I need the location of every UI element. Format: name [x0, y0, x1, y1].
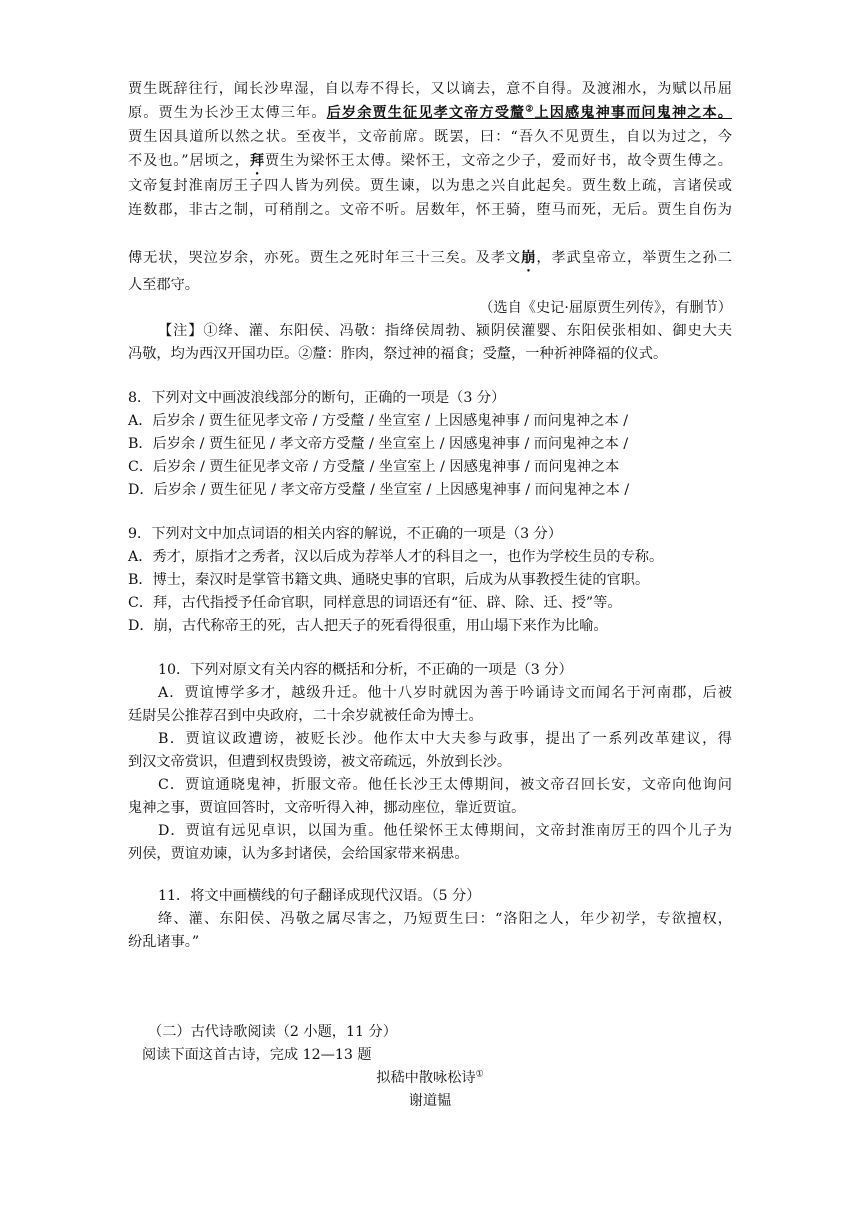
passage-line-1: 贾生既辞往行，闻长沙卑湿，自以寿不得长，又以谪去，意不自得。及渡湘水，为赋以吊屈 — [128, 81, 732, 97]
q10-option-c-line2: 鬼神之事，贾谊回答时，文帝听得入神，挪动座位，靠近贾谊。 — [128, 800, 526, 816]
passage-text: 傅无状，哭泣岁余，亦死。贾生之死时年三十三矣。及孝文 — [128, 250, 522, 266]
section-instruction: 阅读下面这首古诗，完成 12—13 题 — [142, 1047, 372, 1063]
q8-option-c: C．后岁余 / 贾生征见孝文帝 / 方受釐 / 坐宣室上 / 因感鬼神事 / 而问鬼神之本 — [128, 459, 620, 475]
section-heading: （二）古代诗歌阅读（2 小题，11 分） — [148, 1024, 397, 1040]
poem-title — [128, 1068, 732, 1088]
underlined-part-1: 后岁余贾生征见孝文帝方受釐 — [326, 105, 526, 121]
note-line-2: 冯敬，均为西汉开国功臣。②釐：胙肉，祭过神的福食；受釐，一种祈神降福的仪式。 — [128, 346, 668, 362]
q10-option-b-line1: B．贾谊议政遭谤，被贬长沙。他作太中大夫参与政事，提出了一系列改革建议，得 — [158, 731, 732, 747]
q8-option-b: B．后岁余 / 贾生征见 / 孝文帝方受釐 / 坐宣室上 / 因感鬼神事 / 而问鬼神之本 / — [128, 436, 629, 452]
q9-option-b: B．博士，秦汉时是掌管书籍文典、通晓史事的官职，后成为从事教授生徒的官职。 — [128, 572, 650, 588]
q11-text-line2: 纷乱诸事。” — [128, 934, 200, 950]
passage-text: 原。贾生为长沙王太傅三年。 — [128, 105, 327, 121]
passage-line-6: 连数郡，非古之制，可稍削之。文帝不听。居数年，怀王骑，堕马而死，无后。贾生自伤为 — [128, 202, 732, 218]
dotted-word-beng: 崩 — [521, 250, 537, 266]
passage-text: 不及也。”居顷之， — [128, 153, 250, 169]
note-line-1: 【注】①绛、灌、东阳侯、冯敬：指绛侯周勃、颍阴侯灌婴、东阳侯张相如、御史大夫 — [158, 323, 732, 339]
q11-text-line1: 绛、灌、东阳侯、冯敬之属尽害之，乃短贾生曰：“洛阳之人，年少初学，专欲擅权， — [158, 911, 732, 927]
passage-line-2 — [128, 103, 732, 123]
passage-text: ，孝武皇帝立，举贾生之孙二 — [536, 250, 732, 266]
source-citation: （选自《史记·屈原贾生列传》，有删节） — [479, 300, 732, 316]
dotted-word-bai: 拜 — [249, 153, 265, 169]
underlined-part-2: 上因感鬼神事而问鬼神之本。 — [534, 105, 732, 121]
q9-option-a: A．秀才，原指才之秀者，汉以后成为荐举人才的科目之一，也作为学校生员的专称。 — [128, 549, 664, 565]
q8-option-d: D．后岁余 / 贾生征见 / 孝文帝方受釐 / 坐宣室 / 上因感鬼神事 / 而问鬼神之本 / — [128, 482, 630, 498]
passage-line-9: 人至郡守。 — [128, 277, 199, 293]
q10-option-a-line2: 廷尉吴公推荐召到中央政府，二十余岁就被任命为博士。 — [128, 708, 483, 724]
q10-option-d-line2: 列侯，贾谊劝谏，认为多封诸侯，会给国家带来祸患。 — [128, 846, 469, 862]
underlined-sentence — [327, 105, 732, 121]
q10-option-c-line1: C．贾谊通晓鬼神，折服文帝。他任长沙王太傅期间，被文帝召回长安，文帝向他询问 — [158, 777, 732, 793]
q11-stem: 11．将文中画横线的句子翻译成现代汉语。（5 分） — [158, 888, 481, 904]
q10-option-a-line1: A．贾谊博学多才，越级升迁。他十八岁时就因为善于吟诵诗文而闻名于河南郡，后被 — [158, 685, 732, 701]
q10-option-b-line2: 到汉文帝赏识，但遭到权贵毁谤，被文帝疏远，外放到长沙。 — [128, 754, 512, 770]
passage-line-8 — [128, 248, 732, 275]
passage-line-5: 文帝复封淮南厉王子四人皆为列侯。贾生谏，以为患之兴自此起矣。贾生数上疏，言诸侯或 — [128, 178, 732, 194]
q8-stem: 8．下列对文中画波浪线部分的断句，正确的一项是（3 分） — [128, 390, 506, 406]
q9-option-d: D．崩，古代称帝王的死，古人把天子的死看得很重，用山塌下来作为比喻。 — [128, 618, 608, 634]
poem-author: 谢道韫 — [408, 1093, 452, 1109]
footnote-marker: ① — [475, 1069, 484, 1080]
q10-option-d-line1: D．贾谊有远见卓识，以国为重。他任梁怀王太傅期间，文帝封淮南厉王的四个儿子为 — [158, 823, 732, 839]
q9-stem: 9．下列对文中加点词语的相关内容的解说，不正确的一项是（3 分） — [128, 526, 563, 542]
passage-text: 贾生为梁怀王太傅。梁怀王，文帝之少子，爱而好书，故令贾生傅之。 — [264, 153, 732, 169]
poem-title-text: 拟嵇中散咏松诗 — [376, 1070, 476, 1086]
passage-line-4 — [128, 151, 732, 178]
footnote-marker: ② — [525, 104, 535, 115]
q9-option-c: C．拜，古代指授予任命官职，同样意思的词语还有“征、辟、除、迁、授”等。 — [128, 595, 622, 611]
q10-stem: 10．下列对原文有关内容的概括和分析，不正确的一项是（3 分） — [158, 662, 573, 678]
q8-option-a: A．后岁余 / 贾生征见孝文帝 / 方受釐 / 坐宣室 / 上因感鬼神事 / 而问鬼神之本 / — [128, 413, 628, 429]
passage-line-3: 贾生因具道所以然之状。至夜半，文帝前席。既罢，曰：“吾久不见贾生，自以为过之，今 — [128, 129, 732, 145]
